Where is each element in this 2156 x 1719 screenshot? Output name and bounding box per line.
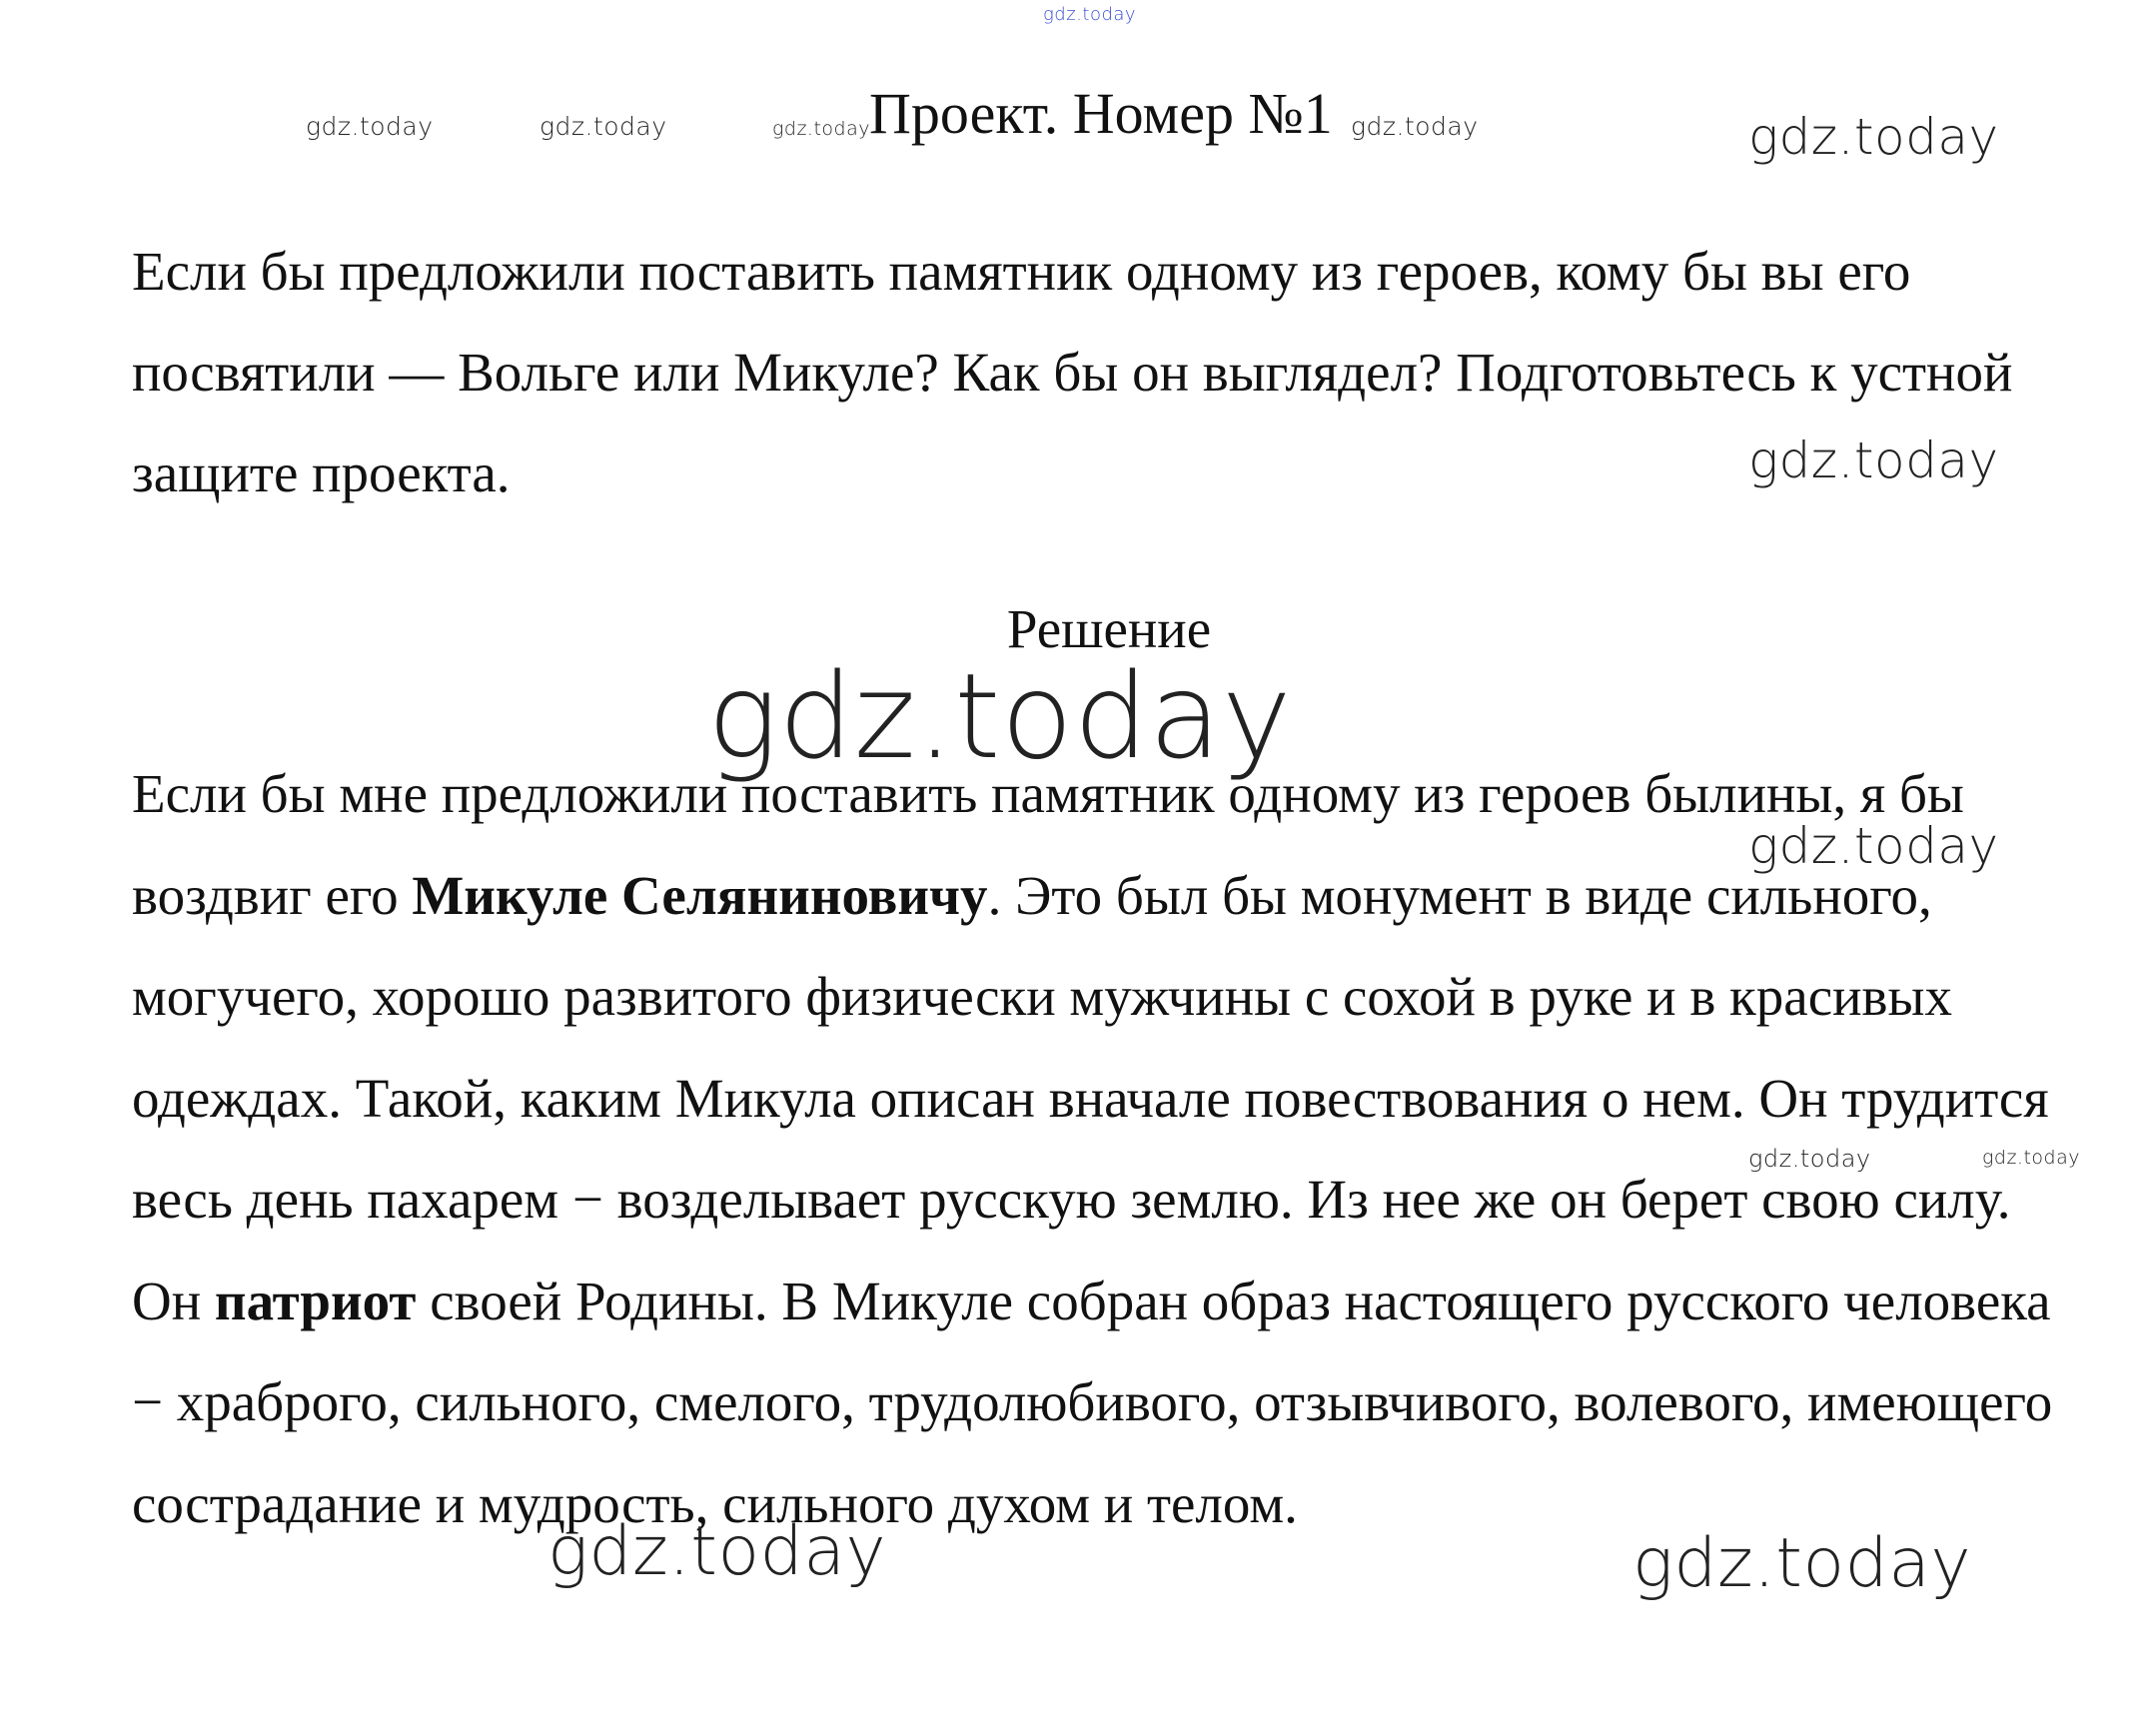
answer-highlight-patriot: патриот xyxy=(214,1270,417,1331)
watermark: gdz.today xyxy=(1748,1145,1871,1173)
answer-text: Если бы мне предложили поставить памятник одному из героев былины, я бы воздвиг его xyxy=(132,763,1964,926)
answer-text: своей Родины. В Микуле собран образ настоящего русского человека − храброго, сильного, смелого, трудолюбивого, отзывчивого, волевого, имеющего сострадание и мудрость, сильного духом и телом. xyxy=(132,1270,2053,1534)
watermark: gdz.today xyxy=(547,1512,887,1591)
answer-text: . Это был бы монумент в виде сильного, могучего, хорошо развитого физически мужчины с сохой в руке и в красивых одеждах. Такой, каким Микула описан вначале повествования о нем. Он трудится весь день пахарем − возделывает русскую землю. Из нее же он берет свою силу. Он xyxy=(132,864,2049,1331)
solution-heading: Решение xyxy=(1006,598,1212,659)
page-title: Проект. Номер №1 xyxy=(869,81,1333,146)
answer-highlight-hero: Микуле Селяниновичу xyxy=(412,864,988,926)
watermark: gdz.today xyxy=(1748,431,1999,489)
task-question: Если бы предложили поставить памятник одному из героев, кому бы вы его посвятили — Вольге или Микуле? Как бы он выглядел? Подготовьтесь к устной защите проекта. xyxy=(132,241,2013,503)
watermark: gdz.today xyxy=(772,118,870,140)
watermark: gdz.today xyxy=(1351,112,1479,141)
watermark-top[interactable]: gdz.today xyxy=(1043,4,1137,25)
watermark: gdz.today xyxy=(1748,817,1999,875)
watermark: gdz.today xyxy=(1632,1524,1972,1603)
watermark: gdz.today xyxy=(306,112,434,141)
watermark: gdz.today xyxy=(539,112,667,141)
watermark: gdz.today xyxy=(1748,108,1999,166)
watermark-large: gdz.today xyxy=(707,647,1293,785)
watermark: gdz.today xyxy=(1982,1147,2080,1169)
